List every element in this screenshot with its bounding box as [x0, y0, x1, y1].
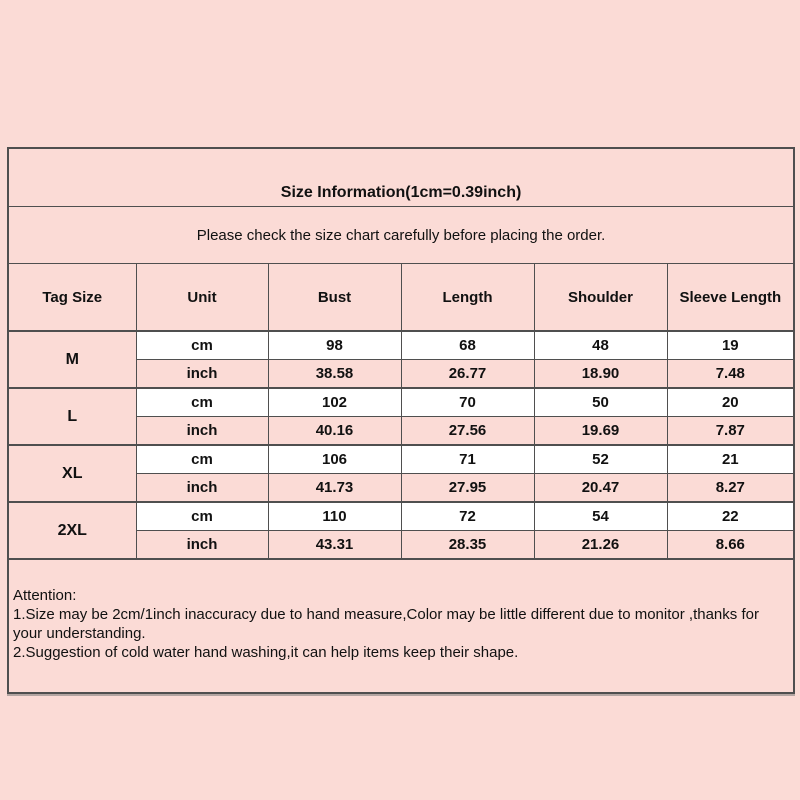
- size-value-cell: 20.47: [534, 474, 667, 503]
- size-value-cell: 8.66: [667, 531, 794, 560]
- column-header-shoulder: Shoulder: [534, 264, 667, 332]
- size-value-cell: 50: [534, 388, 667, 417]
- size-value-cell: 18.90: [534, 360, 667, 389]
- size-value-cell: 52: [534, 445, 667, 474]
- size-value-cell: 28.35: [401, 531, 534, 560]
- size-value-cell: 20: [667, 388, 794, 417]
- size-value-cell: 21.26: [534, 531, 667, 560]
- size-value-cell: 72: [401, 502, 534, 531]
- size-value-cell: 26.77: [401, 360, 534, 389]
- tag-size-cell-m: M: [8, 331, 136, 388]
- tag-size-cell-xl: XL: [8, 445, 136, 502]
- size-value-cell: 102: [268, 388, 401, 417]
- size-value-cell: 27.95: [401, 474, 534, 503]
- size-value-cell: 48: [534, 331, 667, 360]
- size-value-cell: 106: [268, 445, 401, 474]
- size-value-cell: 71: [401, 445, 534, 474]
- size-value-cell: 68: [401, 331, 534, 360]
- table-row: [8, 388, 794, 417]
- unit-cell: inch: [136, 531, 268, 560]
- size-value-cell: 54: [534, 502, 667, 531]
- size-chart-table: [7, 147, 795, 694]
- attention-heading: Attention:: [13, 587, 77, 604]
- unit-cell: cm: [136, 445, 268, 474]
- size-value-cell: 110: [268, 502, 401, 531]
- unit-cell: inch: [136, 474, 268, 503]
- column-header-length: Length: [401, 264, 534, 332]
- tag-size-cell-l: L: [8, 388, 136, 445]
- size-value-cell: 43.31: [268, 531, 401, 560]
- unit-cell: inch: [136, 417, 268, 446]
- size-value-cell: 38.58: [268, 360, 401, 389]
- table-subtitle: Please check the size chart carefully before placing the order.: [8, 207, 794, 264]
- size-value-cell: 27.56: [401, 417, 534, 446]
- column-header-sleeve-length: Sleeve Length: [667, 264, 794, 332]
- size-value-cell: 40.16: [268, 417, 401, 446]
- size-value-cell: 8.27: [667, 474, 794, 503]
- unit-cell: cm: [136, 388, 268, 417]
- column-header-bust: Bust: [268, 264, 401, 332]
- attention-line-2: 2.Suggestion of cold water hand washing,it can help items keep their shape.: [13, 644, 519, 661]
- size-value-cell: 98: [268, 331, 401, 360]
- table-row: [8, 502, 794, 531]
- size-value-cell: 22: [667, 502, 794, 531]
- size-value-cell: 41.73: [268, 474, 401, 503]
- attention-note: [8, 559, 794, 693]
- table-row: [8, 331, 794, 360]
- tag-size-cell-2xl: 2XL: [8, 502, 136, 559]
- size-value-cell: 19.69: [534, 417, 667, 446]
- size-value-cell: 19: [667, 331, 794, 360]
- size-value-cell: 7.87: [667, 417, 794, 446]
- unit-cell: inch: [136, 360, 268, 389]
- table-title: Size Information(1cm=0.39inch): [8, 148, 794, 207]
- attention-line-1: 1.Size may be 2cm/1inch inaccuracy due to hand measure,Color may be little different due to monitor ,thanks for your understanding.: [13, 606, 759, 642]
- column-header-row: [8, 264, 794, 332]
- column-header-unit: Unit: [136, 264, 268, 332]
- column-header-tag-size: Tag Size: [8, 264, 136, 332]
- unit-cell: cm: [136, 331, 268, 360]
- size-value-cell: 70: [401, 388, 534, 417]
- unit-cell: cm: [136, 502, 268, 531]
- size-value-cell: 7.48: [667, 360, 794, 389]
- size-value-cell: 21: [667, 445, 794, 474]
- table-row: [8, 445, 794, 474]
